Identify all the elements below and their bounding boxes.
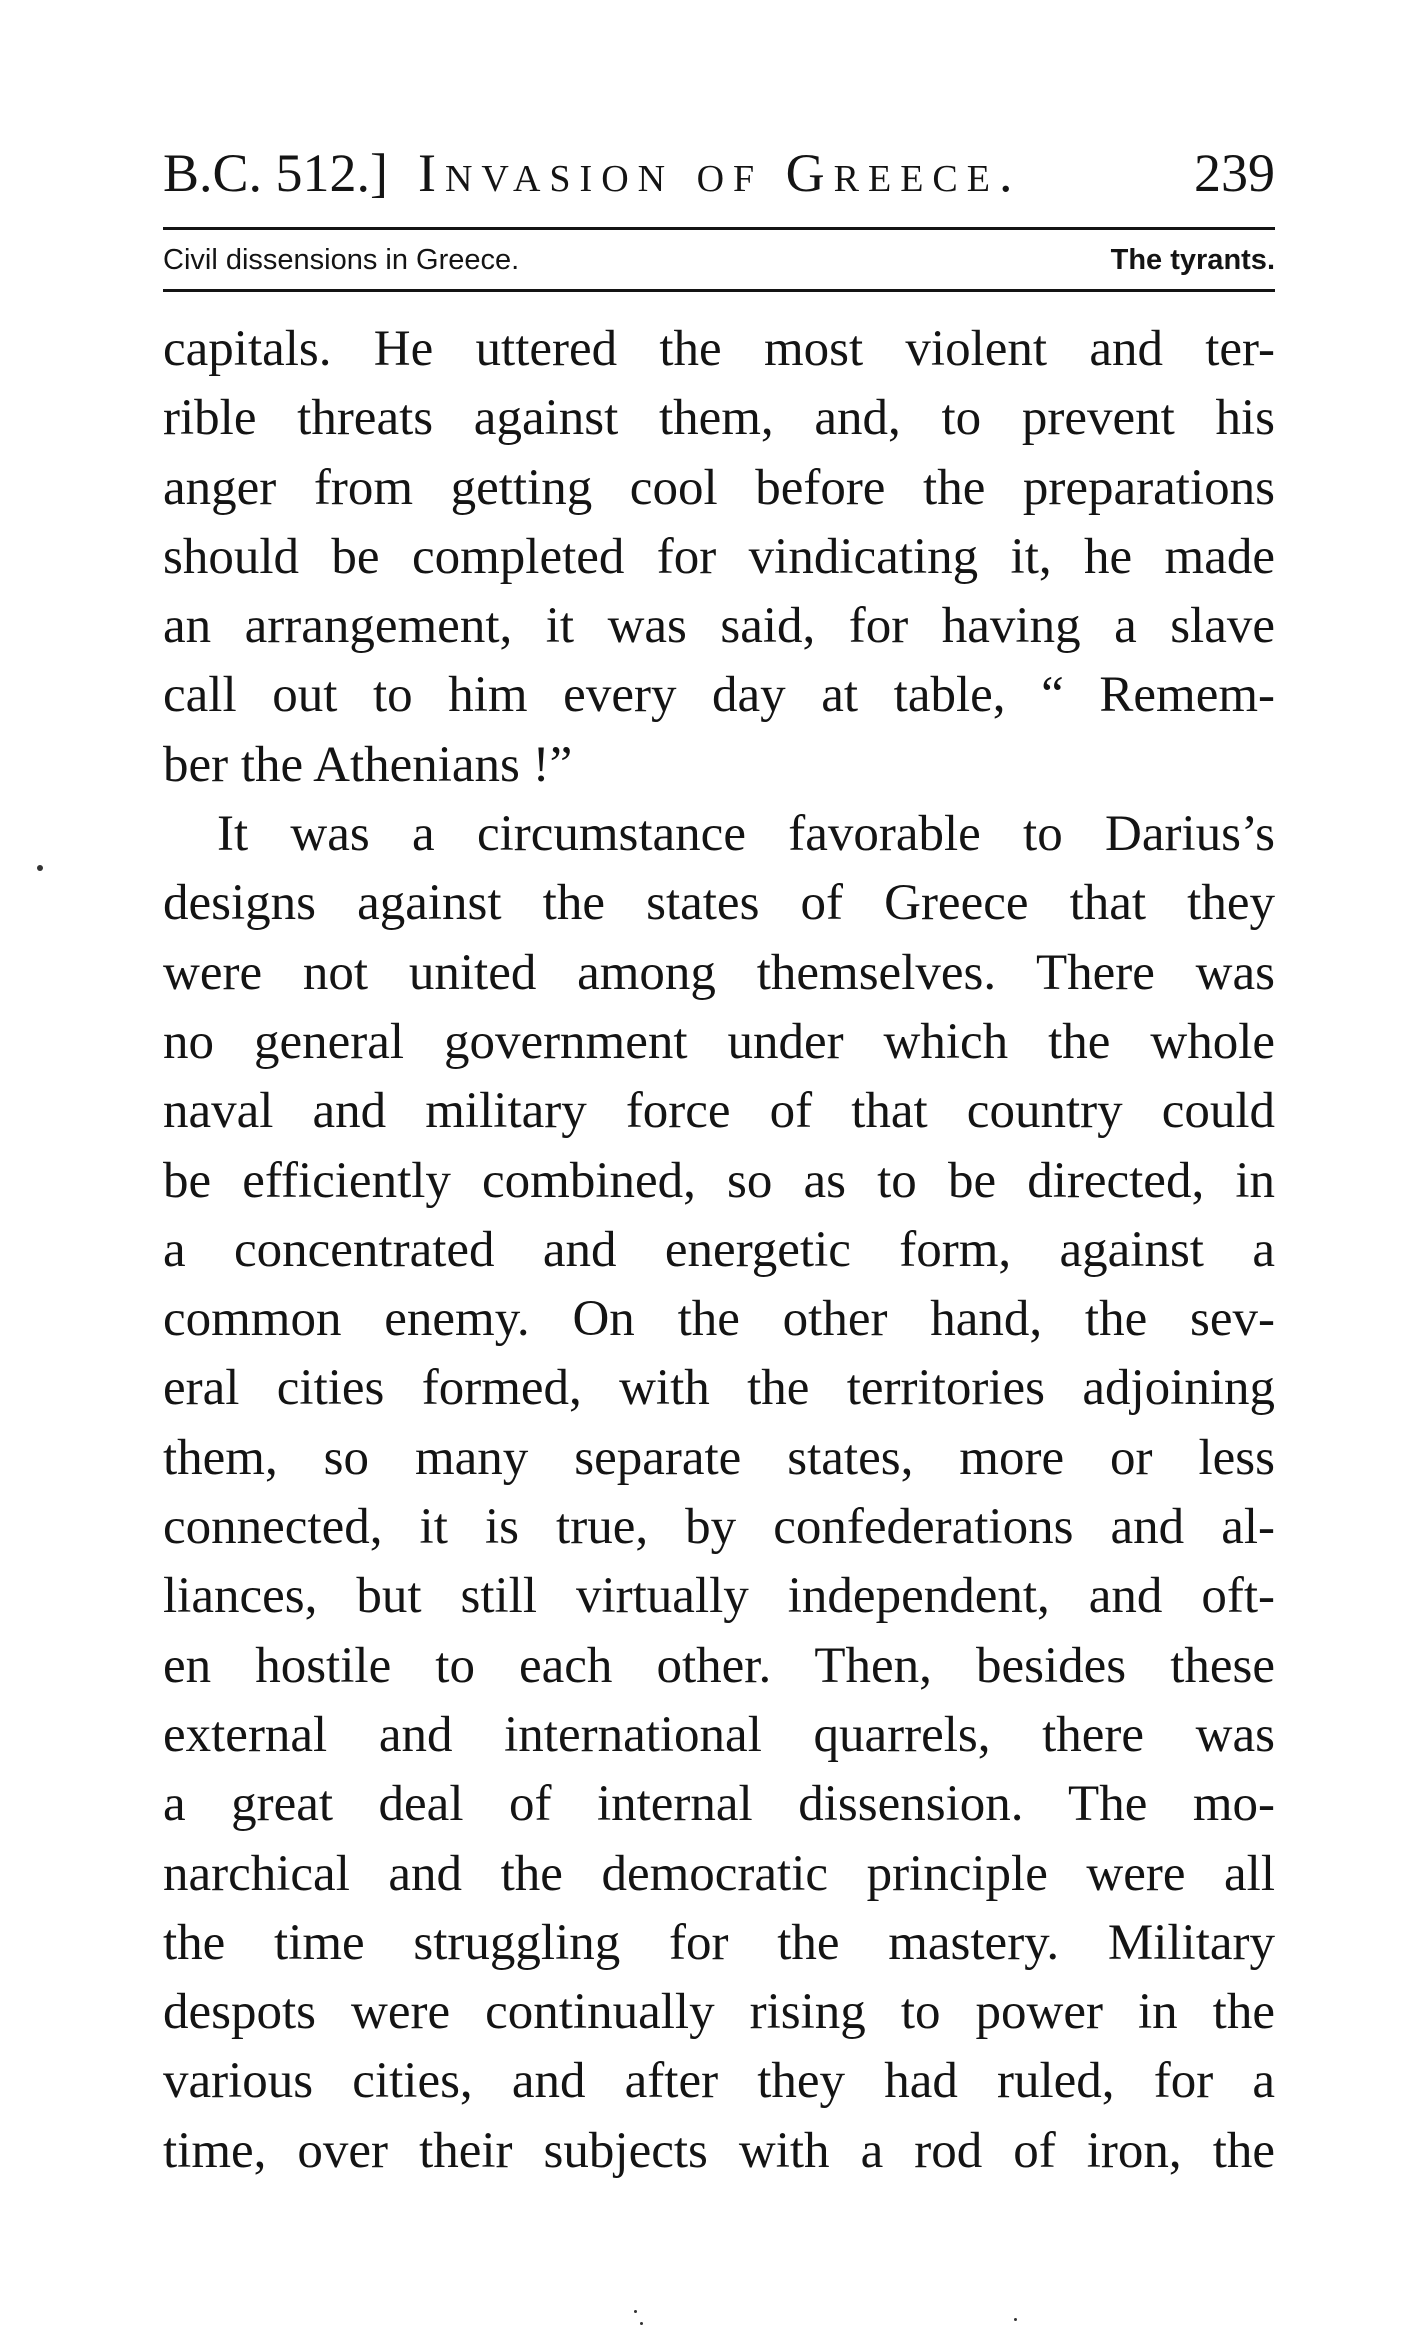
text-line: eral cities formed, with the territories adjoining xyxy=(163,1360,1275,1417)
text-line: naval and military force of that country could xyxy=(163,1083,1275,1140)
text-line: connected, it is true, by confederations and al- xyxy=(163,1499,1275,1556)
text-line: capitals. He uttered the most violent and ter- xyxy=(163,321,1275,377)
page-number: 239 xyxy=(1194,143,1275,203)
text-line: the time struggling for the mastery. Military xyxy=(163,1914,1275,1971)
running-head xyxy=(163,138,1275,208)
subhead xyxy=(163,240,1275,280)
text-line: were not united among themselves. There was xyxy=(163,944,1275,1001)
body-text xyxy=(163,315,1275,2186)
text-line: common enemy. On the other hand, the sev- xyxy=(163,1291,1275,1348)
text-line: a concentrated and energetic form, against a xyxy=(163,1221,1275,1278)
text-line: should be completed for vindicating it, he made xyxy=(163,528,1275,585)
text-line: a great deal of internal dissension. The mo- xyxy=(163,1776,1275,1833)
scan-speck xyxy=(640,2322,643,2325)
text-line: ber the Athenians !” xyxy=(163,736,573,793)
text-line: external and international quarrels, there was xyxy=(163,1706,1275,1763)
subhead-left: Civil dissensions in Greece. xyxy=(163,244,520,276)
scan-speck xyxy=(1014,2318,1017,2321)
text-line: anger from getting cool before the preparations xyxy=(163,459,1275,516)
running-head-date: B.C. 512.] xyxy=(163,143,389,203)
text-line: an arrangement, it was said, for having a slave xyxy=(163,598,1275,655)
text-line: en hostile to each other. Then, besides these xyxy=(163,1637,1275,1694)
text-line: It was a circumstance favorable to Darius’s xyxy=(217,806,1275,863)
text-line: various cities, and after they had ruled, for a xyxy=(163,2053,1275,2110)
subhead-right: The tyrants. xyxy=(1110,244,1275,276)
running-head-title: Invasion of Greece. xyxy=(418,143,1022,203)
scan-speck xyxy=(37,865,43,871)
text-line: liances, but still virtually independent, and oft- xyxy=(163,1568,1275,1625)
paragraph-2 xyxy=(163,800,1275,2186)
header-rule-bottom xyxy=(163,289,1275,292)
text-line: narchical and the democratic principle were all xyxy=(163,1845,1275,1902)
text-line: be efficiently combined, so as to be directed, in xyxy=(163,1152,1275,1209)
header-rule-top xyxy=(163,227,1275,230)
text-line: no general government under which the whole xyxy=(163,1013,1275,1070)
text-line: designs against the states of Greece that they xyxy=(163,875,1275,932)
paragraph-1 xyxy=(163,315,1275,800)
text-line: despots were continually rising to power in the xyxy=(163,1984,1275,2041)
text-line: them, so many separate states, more or less xyxy=(163,1429,1275,1486)
text-line: time, over their subjects with a rod of iron, the xyxy=(163,2122,1275,2179)
text-line: rible threats against them, and, to prevent his xyxy=(163,390,1275,447)
text-line: call out to him every day at table, “ Remem- xyxy=(163,667,1275,724)
scan-speck xyxy=(634,2310,637,2313)
